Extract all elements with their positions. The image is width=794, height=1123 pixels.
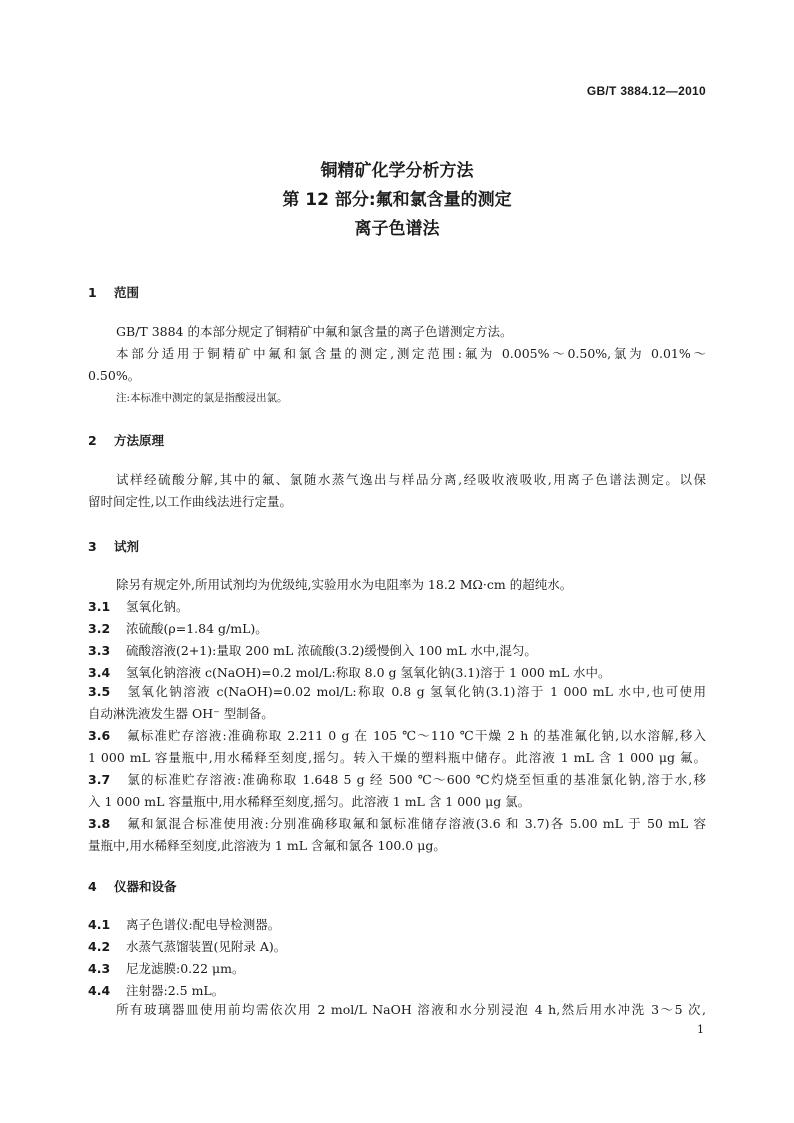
list-item-3-8-line-1: 3.8 氟和氯混合标准使用液:分别准确移取氟和氯标准储存溶液(3.6 和 3.7)各 5.00 mL 于 50 mL 容 xyxy=(88,816,706,831)
list-item-4-1: 4.1 离子色谱仪:配电导检测器。 xyxy=(88,917,281,932)
s1-paragraph-2-line-2: 0.50%。 xyxy=(88,368,141,383)
list-item-3-6-line-1: 3.6 氟标准贮存溶液:准确称取 2.211 0 g 在 105 ℃～110 ℃干燥 2 h 的基准氟化钠,以水溶解,移入 xyxy=(88,728,706,743)
title-line-2: 第 12 部分:氟和氯含量的测定 xyxy=(282,190,512,210)
s4-paragraph: 所有玻璃器皿使用前均需依次用 2 mol/L NaOH 溶液和水分别浸泡 4 h,然后用水冲洗 3～5 次, xyxy=(116,1002,706,1017)
section-number: 3 xyxy=(88,539,97,554)
section-1-heading xyxy=(88,283,139,301)
list-item-3-6-line-2: 1 000 mL 容量瓶中,用水稀释至刻度,摇匀。转入干燥的塑料瓶中储存。此溶液 1 mL 含 1 000 μg 氟。 xyxy=(88,750,706,765)
title-line-3: 离子色谱法 xyxy=(354,219,440,239)
section-4-heading xyxy=(88,877,177,895)
section-number: 1 xyxy=(88,285,97,300)
s1-paragraph-2-line-1: 本部分适用于铜精矿中氟和氯含量的测定,测定范围:氟为 0.005%～0.50%,氯为 0.01%～ xyxy=(116,346,706,361)
list-item-3-1: 3.1 氢氧化钠。 xyxy=(88,599,189,614)
list-item-3-2: 3.2 浓硫酸(ρ=1.84 g/mL)。 xyxy=(88,621,268,636)
section-title: 范围 xyxy=(114,285,140,300)
list-item-4-4: 4.4 注射器:2.5 mL。 xyxy=(88,983,225,998)
list-item-3-4: 3.4 氢氧化钠溶液 c(NaOH)=0.2 mol/L:称取 8.0 g 氢氧化钠(3.1)溶于 1 000 mL 水中。 xyxy=(88,665,611,680)
page-number: 1 xyxy=(697,1023,704,1036)
section-3-heading xyxy=(88,537,139,555)
list-item-4-2: 4.2 水蒸气蒸馏装置(见附录 A)。 xyxy=(88,939,287,954)
list-item-4-3: 4.3 尼龙滤膜:0.22 μm。 xyxy=(88,961,245,976)
s1-note: 注:本标准中测定的氯是指酸浸出氯。 xyxy=(116,392,288,404)
s2-paragraph-line-1: 试样经硫酸分解,其中的氟、氯随水蒸气逸出与样品分离,经吸收液吸收,用离子色谱法测定。以保 xyxy=(116,472,706,487)
section-number: 4 xyxy=(88,879,97,894)
section-title: 仪器和设备 xyxy=(114,879,177,894)
standard-code: GB/T 3884.12—2010 xyxy=(586,84,706,98)
list-item-3-7-line-1: 3.7 氯的标准贮存溶液:准确称取 1.648 5 g 经 500 ℃～600 ℃灼烧至恒重的基准氯化钠,溶于水,移 xyxy=(88,772,706,787)
section-2-heading xyxy=(88,431,164,449)
section-title: 试剂 xyxy=(114,539,140,554)
list-item-3-5-line-1: 3.5 氢氧化钠溶液 c(NaOH)=0.02 mol/L:称取 0.8 g 氢氧化钠(3.1)溶于 1 000 mL 水中,也可使用 xyxy=(88,684,706,699)
s1-paragraph-1: GB/T 3884 的本部分规定了铜精矿中氟和氯含量的离子色谱测定方法。 xyxy=(116,324,513,339)
s3-intro: 除另有规定外,所用试剂均为优级纯,实验用水为电阻率为 18.2 MΩ·cm 的超纯水。 xyxy=(116,577,573,592)
list-item-3-7-line-2: 入 1 000 mL 容量瓶中,用水稀释至刻度,摇匀。此溶液 1 mL 含 1 000 μg 氯。 xyxy=(88,794,531,809)
list-item-3-8-line-2: 量瓶中,用水稀释至刻度,此溶液为 1 mL 含氟和氯各 100.0 μg。 xyxy=(88,838,446,853)
s2-paragraph-line-2: 留时间定性,以工作曲线法进行定量。 xyxy=(88,494,292,509)
list-item-3-3: 3.3 硫酸溶液(2+1):量取 200 mL 浓硫酸(3.2)缓慢倒入 100 mL 水中,混匀。 xyxy=(88,643,537,658)
section-title: 方法原理 xyxy=(114,433,165,448)
section-number: 2 xyxy=(88,433,97,448)
title-line-1: 铜精矿化学分析方法 xyxy=(320,161,474,181)
list-item-3-5-line-2: 自动淋洗液发生器 OH⁻ 型制备。 xyxy=(88,706,274,721)
